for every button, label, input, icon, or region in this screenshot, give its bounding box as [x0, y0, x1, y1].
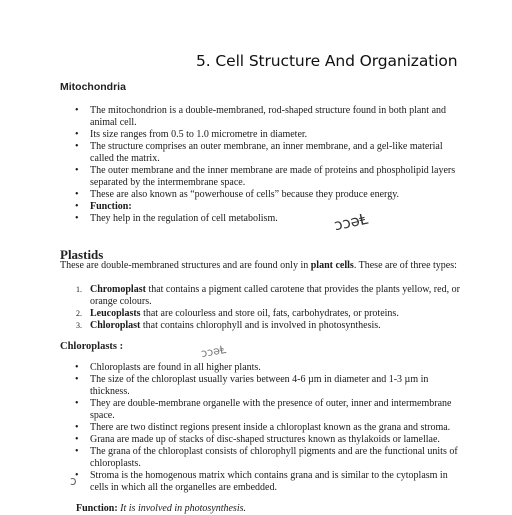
watermark: ɔ: [70, 474, 77, 488]
plastids-heading: Plastids: [60, 247, 104, 262]
list-item: 2. Leucoplasts that are colourless and store oil, fats, carbohydrates, or proteins.: [76, 308, 399, 319]
chloroplast-function: Function: It is involved in photosynthesis.: [76, 503, 246, 514]
list-item: • There are two distinct regions present inside a chloroplast known as the grana and stroma.: [74, 422, 464, 434]
list-item: • They are double-membrane organelle with the presence of outer, inner and intermembrane space.: [74, 398, 464, 422]
list-item: • Function:: [74, 201, 464, 213]
list-item: • Its size ranges from 0.5 to 1.0 micrometre in diameter.: [74, 129, 464, 141]
list-item: • These are also known as “powerhouse of cells” because they produce energy.: [74, 189, 464, 201]
watermark: ɔɔǝⱠ: [200, 342, 227, 361]
chloroplasts-heading: Chloroplasts :: [60, 341, 124, 352]
list-item: • Stroma is the homogenous matrix which contains grana and is similar to the cytoplasm in cells in which all the organelles are embedded.: [74, 470, 464, 494]
page-title: 5. Cell Structure And Organization: [196, 52, 458, 70]
list-item: • They help in the regulation of cell metabolism.: [74, 213, 464, 225]
plastid-types-list: [76, 284, 462, 332]
list-item: • The outer membrane and the inner membrane are made of proteins and phospholipid layers separated by the intermembrane space.: [74, 165, 464, 189]
list-item: 1. Chromoplast that contains a pigment called carotene that provides the plants yellow, red, or orange colours.: [76, 284, 460, 307]
list-item: • The grana of the chloroplast consists of chlorophyll pigments and are the functional units of chloroplasts.: [74, 446, 464, 470]
list-item: 3. Chloroplast that contains chlorophyll and is involved in photosynthesis.: [76, 320, 381, 331]
list-item: • Grana are made up of stacks of disc-shaped structures known as thylakoids or lamellae.: [74, 434, 464, 446]
plastids-intro: These are double-membraned structures and are found only in plant cells. These are of three types:: [60, 260, 457, 271]
mitochondria-heading: Mitochondria: [60, 81, 126, 93]
list-item: • Chloroplasts are found in all higher plants.: [74, 362, 464, 374]
list-item: • The structure comprises an outer membrane, an inner membrane, and a gel-like material called the matrix.: [74, 141, 464, 165]
list-item: • The size of the chloroplast usually varies between 4-6 µm in diameter and 1-3 µm in thickness.: [74, 374, 464, 398]
list-item: • The mitochondrion is a double-membraned, rod-shaped structure found in both plant and animal cell.: [74, 105, 464, 129]
mitochondria-list: [74, 105, 464, 225]
chloroplasts-list: [74, 362, 464, 494]
watermark: ɔɔǝⱠ: [332, 209, 370, 235]
